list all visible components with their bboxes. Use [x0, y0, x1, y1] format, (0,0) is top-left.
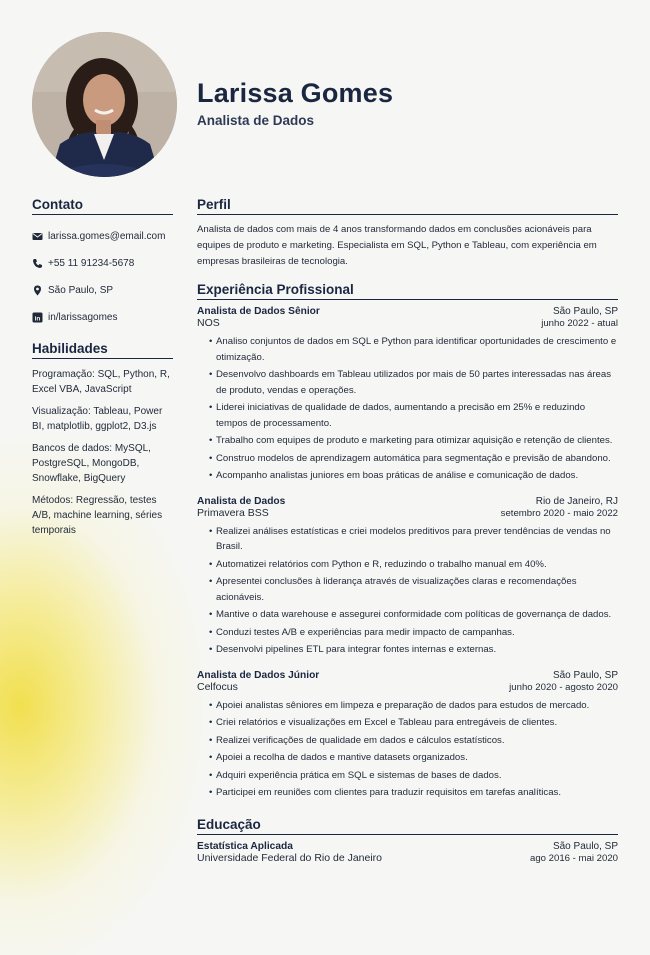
job-bullet: • Automatizei relatórios com Python e R, reduzindo o trabalho manual em 40%. — [211, 557, 618, 573]
contact-list — [32, 223, 173, 331]
contact-email-text: larissa.gomes@email.com — [48, 231, 166, 242]
location-pin-icon — [32, 285, 43, 296]
job-bullet: • Acompanho analistas juniores em boas práticas de análise e comunicação de dados. — [211, 468, 618, 484]
contact-item-location — [32, 277, 173, 304]
job-bullet: • Realizei verificações de qualidade em dados e cálculos estatísticos. — [211, 733, 618, 749]
job-entry — [197, 496, 618, 658]
skill-item-visualization: Visualização: Tableau, Power BI, matplotlib, ggplot2, D3.js — [32, 406, 163, 432]
contact-heading: Contato — [32, 197, 173, 215]
job-bullet: • Mantive o data warehouse e assegurei conformidade com políticas de governança de dados. — [211, 607, 618, 623]
skills-heading: Habilidades — [32, 341, 173, 359]
svg-text:in: in — [34, 315, 41, 323]
job-bullet: • Construo modelos de aprendizagem automática para segmentação e previsão de abandono. — [211, 451, 618, 467]
job-bullet: • Conduzi testes A/B e experiências para medir impacto de campanhas. — [211, 625, 618, 641]
education-degree: Estatística Aplicada — [197, 840, 293, 852]
job-bullet: • Desenvolvo dashboards em Tableau utilizados por mais de 50 partes interessadas nas áreas de produto, vendas e operações. — [211, 367, 618, 398]
job-bullet: • Apoiei analistas sêniores em limpeza e preparação de dados para estudos de mercado. — [211, 698, 618, 714]
skill-item-databases: Bancos de dados: MySQL, PostgreSQL, MongoDB, Snowflake, BigQuery — [32, 443, 151, 484]
job-bullet: • Liderei iniciativas de qualidade de dados, aumentando a precisão em 25% e reduzindo tempos de processamento. — [211, 400, 618, 431]
job-bullet: • Realizei análises estatísticas e criei modelos preditivos para prever tendências de vendas no Brasil. — [211, 524, 618, 555]
job-bullet: • Apoiei a recolha de dados e mantive datasets organizados. — [211, 750, 618, 766]
job-bullet: • Apresentei conclusões à liderança através de visualizações claras e recomendações acionáveis. — [211, 574, 618, 605]
profile-summary: Analista de dados com mais de 4 anos transformando dados em conclusões acionáveis para equipes de produto e marketing. Especialista em SQL, Python e Tableau, com experiência em empresas brasileiras de tecnologia. — [197, 224, 597, 267]
profile-photo — [32, 32, 177, 177]
job-title: Analista de Dados — [197, 113, 315, 128]
job-company: NOS — [197, 317, 220, 330]
job-dates: setembro 2020 - maio 2022 — [500, 507, 618, 519]
contact-linkedin-text: in/larissagomes — [48, 312, 118, 323]
education-location: São Paulo, SP — [552, 840, 618, 852]
profile-heading: Perfil — [197, 197, 618, 215]
job-bullet: • Criei relatórios e visualizações em Excel e Tableau para entregáveis de clientes. — [211, 715, 618, 731]
job-location: Rio de Janeiro, RJ — [535, 495, 618, 507]
skill-item-programming: Programação: SQL, Python, R, Excel VBA, JavaScript — [32, 369, 170, 395]
job-role: Analista de Dados — [197, 495, 286, 507]
job-role: Analista de Dados Sênior — [197, 306, 320, 318]
phone-icon — [32, 258, 43, 269]
job-dates: junho 2020 - agosto 2020 — [509, 681, 618, 693]
job-location: São Paulo, SP — [552, 669, 618, 681]
sidebar — [32, 197, 173, 538]
contact-location-text: São Paulo, SP — [48, 285, 114, 296]
job-company: Celfocus — [197, 680, 238, 693]
education-school: Universidade Federal do Rio de Janeiro — [197, 851, 383, 864]
job-entry — [197, 306, 618, 484]
job-location: São Paulo, SP — [552, 306, 618, 318]
job-bullet: • Analiso conjuntos de dados em SQL e Python para identificar oportunidades de crescimento e otimização. — [211, 334, 618, 365]
job-bullet: • Desenvolvi pipelines ETL para integrar fontes internas e externas. — [211, 642, 618, 658]
job-company: Primavera BSS — [197, 506, 269, 519]
education-entry — [197, 841, 618, 864]
skill-item-methods: Métodos: Regressão, testes A/B, machine learning, séries temporais — [32, 495, 163, 536]
skills-list — [32, 367, 173, 538]
education-dates: ago 2016 - mai 2020 — [529, 852, 618, 864]
job-bullet: • Participei em reuniões com clientes para traduzir requisitos em tarefas analíticas. — [211, 785, 618, 801]
contact-item-linkedin[interactable] — [32, 304, 173, 331]
job-bullets — [197, 524, 618, 658]
job-dates: junho 2022 - atual — [541, 318, 618, 330]
job-bullet: • Trabalho com equipes de produto e marketing para otimizar aquisição e retenção de clientes. — [211, 433, 618, 449]
job-bullets — [197, 698, 618, 801]
job-entry — [197, 670, 618, 801]
email-icon — [32, 231, 43, 242]
contact-item-phone[interactable] — [32, 250, 173, 277]
contact-phone-text: +55 11 91234-5678 — [48, 258, 135, 269]
job-bullet: • Adquiri experiência prática em SQL e sistemas de bases de dados. — [211, 768, 618, 784]
linkedin-icon — [32, 312, 43, 323]
candidate-name: Larissa Gomes — [197, 78, 394, 108]
job-bullets — [197, 334, 618, 484]
experience-heading: Experiência Profissional — [197, 282, 618, 300]
main-content — [197, 197, 618, 864]
job-role: Analista de Dados Júnior — [197, 669, 320, 681]
contact-item-email[interactable] — [32, 223, 173, 250]
education-heading: Educação — [197, 817, 618, 835]
